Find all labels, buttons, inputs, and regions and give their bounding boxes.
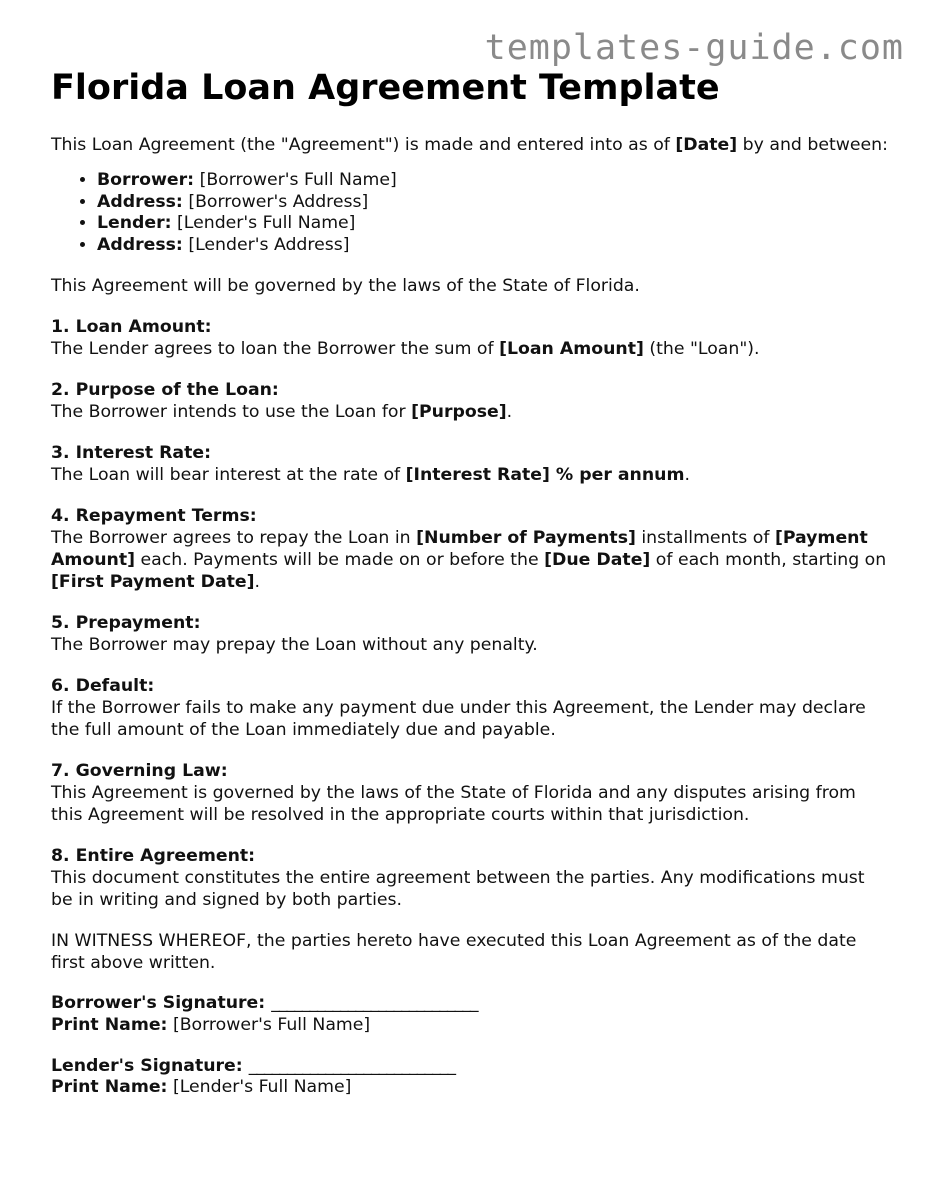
section-text: (the "Loan").	[643, 339, 760, 360]
party-value: [Lender's Full Name]	[171, 213, 356, 234]
signature-blank: ___________________________	[248, 1055, 455, 1076]
first-payment-date-placeholder: [First Payment Date]	[51, 572, 255, 593]
section-text: .	[506, 402, 513, 423]
section-text: each. Payments will be made on or before the	[135, 550, 545, 571]
purpose-placeholder: [Purpose]	[411, 402, 507, 423]
borrower-signature-block	[51, 993, 891, 1036]
intro-text-before: This Loan Agreement (the "Agreement") is made and entered into as of	[51, 135, 676, 155]
party-borrower	[97, 170, 891, 192]
section-text: The Borrower intends to use the Loan for	[51, 402, 412, 423]
section-heading: 2. Purpose of the Loan:	[51, 380, 279, 401]
party-label: Lender:	[97, 213, 172, 234]
party-value: [Borrower's Full Name]	[194, 170, 397, 190]
watermark-text: templates-guide.com	[484, 28, 904, 68]
governed-statement: This Agreement will be governed by the laws of the State of Florida.	[51, 276, 640, 297]
section-repayment-terms	[51, 505, 891, 593]
signature-blank: ___________________________	[271, 993, 478, 1014]
section-interest-rate	[51, 442, 891, 486]
parties-list	[51, 170, 891, 256]
section-text: The Borrower may prepay the Loan without any penalty.	[51, 635, 538, 656]
party-value: [Lender's Address]	[182, 234, 350, 255]
borrower-print-name	[51, 1015, 891, 1037]
section-default	[51, 675, 891, 741]
party-lender	[97, 213, 891, 235]
lender-print-name	[51, 1077, 891, 1099]
section-text: .	[254, 572, 261, 593]
section-heading: 8. Entire Agreement:	[51, 846, 256, 867]
print-name-value: [Borrower's Full Name]	[167, 1014, 371, 1035]
number-of-payments-placeholder: [Number of Payments]	[416, 528, 636, 549]
borrower-signature-line	[51, 993, 891, 1015]
party-label: Address:	[97, 191, 183, 212]
section-text: The Lender agrees to loan the Borrower the sum of	[51, 339, 500, 360]
section-text: .	[684, 465, 690, 486]
witness-statement: IN WITNESS WHEREOF, the parties hereto have executed this Loan Agreement as of the date first above written.	[51, 931, 857, 974]
section-purpose	[51, 379, 891, 423]
print-name-value: [Lender's Full Name]	[167, 1077, 352, 1098]
section-prepayment	[51, 612, 891, 656]
section-heading: 6. Default:	[51, 676, 155, 697]
loan-amount-placeholder: [Loan Amount]	[499, 339, 644, 360]
party-label: Borrower:	[97, 170, 195, 190]
signature-label: Borrower's Signature:	[51, 993, 272, 1014]
section-entire-agreement	[51, 845, 891, 911]
lender-signature-block	[51, 1056, 891, 1099]
section-text: installments of	[635, 528, 775, 549]
party-label: Address:	[97, 234, 183, 255]
print-name-label: Print Name:	[51, 1077, 168, 1098]
section-text: This document constitutes the entire agreement between the parties. Any modifications must be in writing and signed by both parties.	[51, 868, 865, 911]
section-text: The Loan will bear interest at the rate of	[51, 465, 406, 486]
section-text: If the Borrower fails to make any payment due under this Agreement, the Lender may declare the full amount of the Loan immediately due and payable.	[51, 698, 866, 741]
section-governing-law	[51, 760, 891, 826]
section-heading: 5. Prepayment:	[51, 613, 201, 634]
section-heading: 1. Loan Amount:	[51, 317, 212, 338]
section-text: This Agreement is governed by the laws of the State of Florida and any disputes arising from this Agreement will be resolved in the appropriate courts within that jurisdiction.	[51, 783, 856, 826]
section-heading: 4. Repayment Terms:	[51, 506, 257, 527]
section-heading: 7. Governing Law:	[51, 761, 228, 782]
section-text: The Borrower agrees to repay the Loan in	[51, 528, 417, 549]
interest-rate-placeholder: [Interest Rate] % per annum	[405, 465, 685, 486]
section-loan-amount	[51, 316, 891, 360]
intro-paragraph	[51, 134, 891, 156]
signature-label: Lender's Signature:	[51, 1055, 249, 1076]
party-value: [Borrower's Address]	[182, 191, 369, 212]
section-text: of each month, starting on	[650, 550, 887, 571]
party-lender-address	[97, 235, 891, 257]
date-placeholder: [Date]	[675, 135, 738, 155]
lender-signature-line	[51, 1056, 891, 1078]
document-page	[51, 66, 891, 1099]
party-borrower-address	[97, 192, 891, 214]
due-date-placeholder: [Due Date]	[544, 550, 651, 571]
intro-text-after: by and between:	[737, 135, 888, 155]
section-heading: 3. Interest Rate:	[51, 443, 211, 464]
print-name-label: Print Name:	[51, 1014, 168, 1035]
payment-amount-placeholder: [Payment Amount]	[51, 528, 868, 571]
page-title: Florida Loan Agreement Template	[51, 68, 720, 108]
